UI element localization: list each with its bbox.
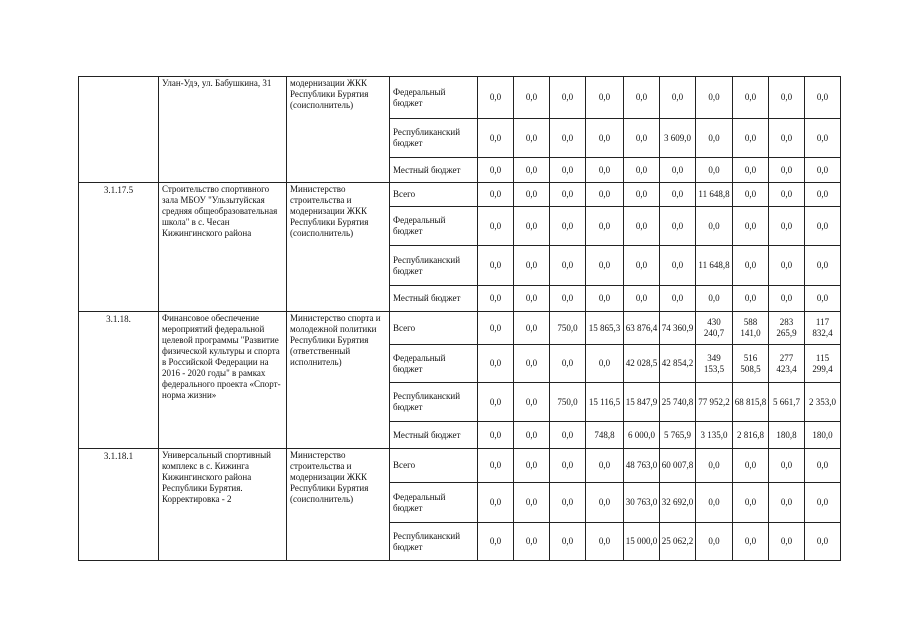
table-row xyxy=(79,312,841,345)
amount-cell: 0,0 xyxy=(696,523,733,561)
amount-cell: 0,0 xyxy=(660,158,696,183)
amount-cell: 0,0 xyxy=(660,183,696,207)
amount-cell: 0,0 xyxy=(514,312,550,345)
amount-cell: 5 765,9 xyxy=(660,422,696,449)
amount-cell: 0,0 xyxy=(696,286,733,312)
amount-cell: 0,0 xyxy=(733,286,769,312)
funding-source: Республиканский бюджет xyxy=(390,383,478,422)
amount-cell: 0,0 xyxy=(733,449,769,483)
measure-name: Финансовое обеспечение мероприятий федеральной целевой программы "Развитие физической культуры и спорта в Российской Федерации на 2016 - 2020 годы" в рамках федерального проекта «Спорт-норма жизни» xyxy=(159,312,287,449)
amount-cell: 0,0 xyxy=(550,449,586,483)
amount-cell: 0,0 xyxy=(550,158,586,183)
amount-cell: 0,0 xyxy=(550,183,586,207)
amount-cell: 0,0 xyxy=(769,449,805,483)
amount-cell: 0,0 xyxy=(624,183,660,207)
amount-cell: 0,0 xyxy=(805,449,841,483)
amount-cell: 180,0 xyxy=(805,422,841,449)
amount-cell: 0,0 xyxy=(550,77,586,119)
amount-cell: 0,0 xyxy=(514,449,550,483)
amount-cell: 0,0 xyxy=(733,207,769,246)
table-body xyxy=(79,77,841,561)
amount-cell: 0,0 xyxy=(805,119,841,158)
amount-cell: 0,0 xyxy=(586,286,624,312)
funding-source: Федеральный бюджет xyxy=(390,483,478,523)
amount-cell: 25 740,8 xyxy=(660,383,696,422)
amount-cell: 0,0 xyxy=(478,383,514,422)
amount-cell: 0,0 xyxy=(514,158,550,183)
measure-name: Строительство спортивного зала МБОУ "Ульзытуйская средняя общеобразовательная школа" в с. Чесан Кижингинского района xyxy=(159,183,287,312)
amount-cell: 74 360,9 xyxy=(660,312,696,345)
amount-cell: 0,0 xyxy=(586,523,624,561)
funding-source: Федеральный бюджет xyxy=(390,77,478,119)
funding-source: Местный бюджет xyxy=(390,158,478,183)
measure-name: Универсальный спортивный комплекс в с. Кижинга Кижингинского района Республики Бурятия. Корректировка - 2 xyxy=(159,449,287,561)
amount-cell: 0,0 xyxy=(696,158,733,183)
funding-source: Местный бюджет xyxy=(390,422,478,449)
executor-name: Министерство строительства и модернизации ЖКК Республики Бурятия (соисполнитель) xyxy=(287,449,390,561)
amount-cell: 115 299,4 xyxy=(805,345,841,383)
amount-cell: 0,0 xyxy=(478,312,514,345)
amount-cell: 0,0 xyxy=(769,286,805,312)
amount-cell: 0,0 xyxy=(478,523,514,561)
funding-source: Всего xyxy=(390,312,478,345)
amount-cell: 0,0 xyxy=(733,523,769,561)
amount-cell: 30 763,0 xyxy=(624,483,660,523)
amount-cell: 0,0 xyxy=(733,483,769,523)
funding-source: Республиканский бюджет xyxy=(390,246,478,286)
amount-cell: 6 000,0 xyxy=(624,422,660,449)
amount-cell: 0,0 xyxy=(478,246,514,286)
amount-cell: 3 135,0 xyxy=(696,422,733,449)
amount-cell: 0,0 xyxy=(805,77,841,119)
amount-cell: 117 832,4 xyxy=(805,312,841,345)
amount-cell: 0,0 xyxy=(805,207,841,246)
amount-cell: 430 240,7 xyxy=(696,312,733,345)
amount-cell: 42 028,5 xyxy=(624,345,660,383)
funding-source: Всего xyxy=(390,183,478,207)
amount-cell: 0,0 xyxy=(550,345,586,383)
amount-cell: 0,0 xyxy=(805,286,841,312)
amount-cell: 0,0 xyxy=(478,449,514,483)
amount-cell: 277 423,4 xyxy=(769,345,805,383)
amount-cell: 0,0 xyxy=(550,523,586,561)
amount-cell: 0,0 xyxy=(514,422,550,449)
amount-cell: 0,0 xyxy=(769,77,805,119)
amount-cell: 0,0 xyxy=(478,286,514,312)
executor-name: Министерство спорта и молодежной политики Республики Бурятия (ответственный исполнитель) xyxy=(287,312,390,449)
amount-cell: 0,0 xyxy=(769,158,805,183)
amount-cell: 0,0 xyxy=(586,119,624,158)
amount-cell: 15 847,9 xyxy=(624,383,660,422)
measure-name: Улан-Удэ, ул. Бабушкина, 31 xyxy=(159,77,287,183)
amount-cell: 0,0 xyxy=(586,207,624,246)
amount-cell: 0,0 xyxy=(514,383,550,422)
amount-cell: 0,0 xyxy=(514,183,550,207)
amount-cell: 2 816,8 xyxy=(733,422,769,449)
amount-cell: 0,0 xyxy=(478,158,514,183)
amount-cell: 0,0 xyxy=(514,246,550,286)
funding-source: Федеральный бюджет xyxy=(390,345,478,383)
amount-cell: 0,0 xyxy=(586,77,624,119)
table-row xyxy=(79,77,841,119)
table-row xyxy=(79,449,841,483)
amount-cell: 0,0 xyxy=(805,158,841,183)
amount-cell: 15 116,5 xyxy=(586,383,624,422)
amount-cell: 0,0 xyxy=(769,483,805,523)
amount-cell: 15 000,0 xyxy=(624,523,660,561)
amount-cell: 0,0 xyxy=(550,422,586,449)
amount-cell: 0,0 xyxy=(586,158,624,183)
amount-cell: 0,0 xyxy=(586,449,624,483)
amount-cell: 0,0 xyxy=(514,207,550,246)
amount-cell: 0,0 xyxy=(769,183,805,207)
amount-cell: 750,0 xyxy=(550,312,586,345)
amount-cell: 0,0 xyxy=(550,246,586,286)
amount-cell: 0,0 xyxy=(586,345,624,383)
amount-cell: 0,0 xyxy=(696,207,733,246)
amount-cell: 0,0 xyxy=(586,246,624,286)
amount-cell: 3 609,0 xyxy=(660,119,696,158)
amount-cell: 0,0 xyxy=(478,207,514,246)
amount-cell: 0,0 xyxy=(733,246,769,286)
amount-cell: 0,0 xyxy=(586,483,624,523)
amount-cell: 60 007,8 xyxy=(660,449,696,483)
amount-cell: 0,0 xyxy=(624,158,660,183)
amount-cell: 0,0 xyxy=(805,523,841,561)
amount-cell: 0,0 xyxy=(660,246,696,286)
amount-cell: 0,0 xyxy=(696,119,733,158)
funding-source: Всего xyxy=(390,449,478,483)
amount-cell: 0,0 xyxy=(769,119,805,158)
amount-cell: 0,0 xyxy=(514,483,550,523)
amount-cell: 588 141,0 xyxy=(733,312,769,345)
amount-cell: 0,0 xyxy=(514,286,550,312)
amount-cell: 0,0 xyxy=(624,246,660,286)
amount-cell: 0,0 xyxy=(550,119,586,158)
executor-name: модернизации ЖКК Республики Бурятия (соисполнитель) xyxy=(287,77,390,183)
amount-cell: 0,0 xyxy=(660,207,696,246)
row-code: 3.1.18.1 xyxy=(79,449,159,561)
amount-cell: 5 661,7 xyxy=(769,383,805,422)
amount-cell: 0,0 xyxy=(805,483,841,523)
amount-cell: 15 865,3 xyxy=(586,312,624,345)
row-code: 3.1.17.5 xyxy=(79,183,159,312)
funding-source: Местный бюджет xyxy=(390,286,478,312)
amount-cell: 0,0 xyxy=(478,183,514,207)
amount-cell: 0,0 xyxy=(478,345,514,383)
amount-cell: 0,0 xyxy=(624,119,660,158)
funding-source: Федеральный бюджет xyxy=(390,207,478,246)
amount-cell: 2 353,0 xyxy=(805,383,841,422)
amount-cell: 0,0 xyxy=(805,246,841,286)
amount-cell: 0,0 xyxy=(769,207,805,246)
amount-cell: 0,0 xyxy=(478,77,514,119)
funding-source: Республиканский бюджет xyxy=(390,523,478,561)
table-row xyxy=(79,183,841,207)
amount-cell: 0,0 xyxy=(733,77,769,119)
executor-name: Министерство строительства и модернизации ЖКК Республики Бурятия (соисполнитель) xyxy=(287,183,390,312)
amount-cell: 0,0 xyxy=(624,286,660,312)
amount-cell: 283 265,9 xyxy=(769,312,805,345)
amount-cell: 0,0 xyxy=(514,77,550,119)
amount-cell: 63 876,4 xyxy=(624,312,660,345)
amount-cell: 0,0 xyxy=(660,286,696,312)
amount-cell: 0,0 xyxy=(733,119,769,158)
amount-cell: 0,0 xyxy=(624,77,660,119)
amount-cell: 68 815,8 xyxy=(733,383,769,422)
row-code: 3.1.18. xyxy=(79,312,159,449)
amount-cell: 77 952,2 xyxy=(696,383,733,422)
amount-cell: 0,0 xyxy=(478,483,514,523)
amount-cell: 32 692,0 xyxy=(660,483,696,523)
amount-cell: 0,0 xyxy=(478,119,514,158)
amount-cell: 516 508,5 xyxy=(733,345,769,383)
amount-cell: 0,0 xyxy=(514,345,550,383)
amount-cell: 0,0 xyxy=(805,183,841,207)
amount-cell: 25 062,2 xyxy=(660,523,696,561)
amount-cell: 0,0 xyxy=(696,449,733,483)
amount-cell: 0,0 xyxy=(478,422,514,449)
amount-cell: 48 763,0 xyxy=(624,449,660,483)
amount-cell: 0,0 xyxy=(550,286,586,312)
row-code xyxy=(79,77,159,183)
amount-cell: 748,8 xyxy=(586,422,624,449)
amount-cell: 0,0 xyxy=(769,246,805,286)
amount-cell: 0,0 xyxy=(514,119,550,158)
amount-cell: 0,0 xyxy=(550,483,586,523)
amount-cell: 0,0 xyxy=(733,183,769,207)
amount-cell: 0,0 xyxy=(733,158,769,183)
amount-cell: 0,0 xyxy=(696,77,733,119)
amount-cell: 0,0 xyxy=(660,77,696,119)
amount-cell: 0,0 xyxy=(586,183,624,207)
amount-cell: 42 854,2 xyxy=(660,345,696,383)
amount-cell: 11 648,8 xyxy=(696,183,733,207)
budget-table xyxy=(78,76,841,561)
amount-cell: 0,0 xyxy=(769,523,805,561)
amount-cell: 750,0 xyxy=(550,383,586,422)
amount-cell: 0,0 xyxy=(624,207,660,246)
amount-cell: 0,0 xyxy=(514,523,550,561)
funding-source: Республиканский бюджет xyxy=(390,119,478,158)
amount-cell: 0,0 xyxy=(550,207,586,246)
amount-cell: 349 153,5 xyxy=(696,345,733,383)
amount-cell: 11 648,8 xyxy=(696,246,733,286)
amount-cell: 180,8 xyxy=(769,422,805,449)
amount-cell: 0,0 xyxy=(696,483,733,523)
